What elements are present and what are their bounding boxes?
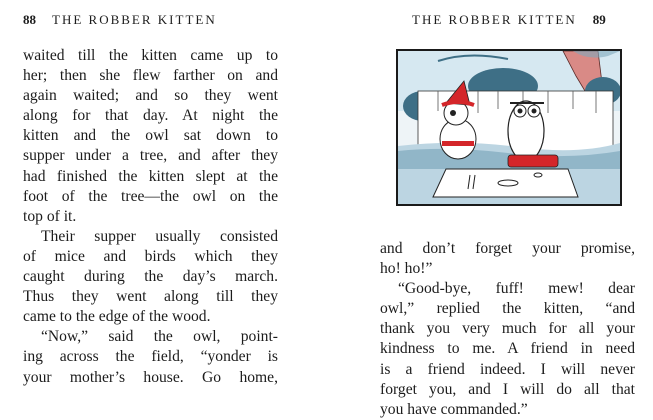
text-line: had finished the kitten slept at the (23, 167, 278, 185)
text-line: Their supper usually consisted (41, 227, 278, 245)
text-line: along for that day. At night the (23, 107, 278, 125)
text-line: came to the edge of the wood. (23, 308, 211, 326)
text-line: waited till the kitten came up to (23, 47, 278, 64)
running-head-title: THE ROBBER KITTEN (52, 12, 217, 27)
text-line: and don’t forget your promise, (380, 240, 635, 257)
text-line: “Good-bye, fuff! mew! dear (398, 280, 635, 298)
text-line: ing across the field, “yonder is (23, 348, 278, 366)
text-line: your mother’s house. Go home, (23, 368, 278, 386)
running-head-right (412, 12, 606, 28)
text-line: supper under a tree, and after they (23, 147, 278, 165)
text-line: of mice and birds which they (23, 247, 278, 265)
text-line: thank you very much for all your (380, 320, 635, 338)
text-line: kindness to me. A friend in need (380, 340, 635, 358)
text-line: ho! ho!” (380, 260, 433, 278)
text-line: again waited; and so they went (23, 87, 278, 105)
right-page (370, 0, 653, 418)
text-line: you have commanded.” (380, 400, 528, 418)
text-line: caught during the day’s march. (23, 268, 278, 286)
text-line: “Now,” said the owl, point- (41, 328, 278, 346)
text-line: kitten and the owl sat down to (23, 127, 278, 145)
right-page-text (380, 239, 635, 420)
page-number: 88 (23, 12, 36, 27)
running-head-left (23, 12, 217, 28)
picnic-illustration-svg (398, 51, 620, 204)
text-line: forget you, and I will do all that (380, 380, 635, 398)
text-line: her; then she flew farther on and (23, 67, 278, 85)
left-page (0, 0, 330, 408)
illustration-kitten-and-owl-picnic (396, 49, 622, 206)
page-number: 89 (592, 12, 606, 27)
running-head-title: THE ROBBER KITTEN (412, 12, 577, 27)
text-line: is a friend indeed. I will never (380, 360, 635, 378)
text-line: top of it. (23, 207, 77, 225)
text-line: foot of the tree—the owl on the (23, 187, 278, 205)
left-page-text (23, 46, 278, 388)
text-line: owl,” replied the kitten, “and (380, 300, 635, 318)
text-line: Thus they went along till they (23, 288, 278, 306)
